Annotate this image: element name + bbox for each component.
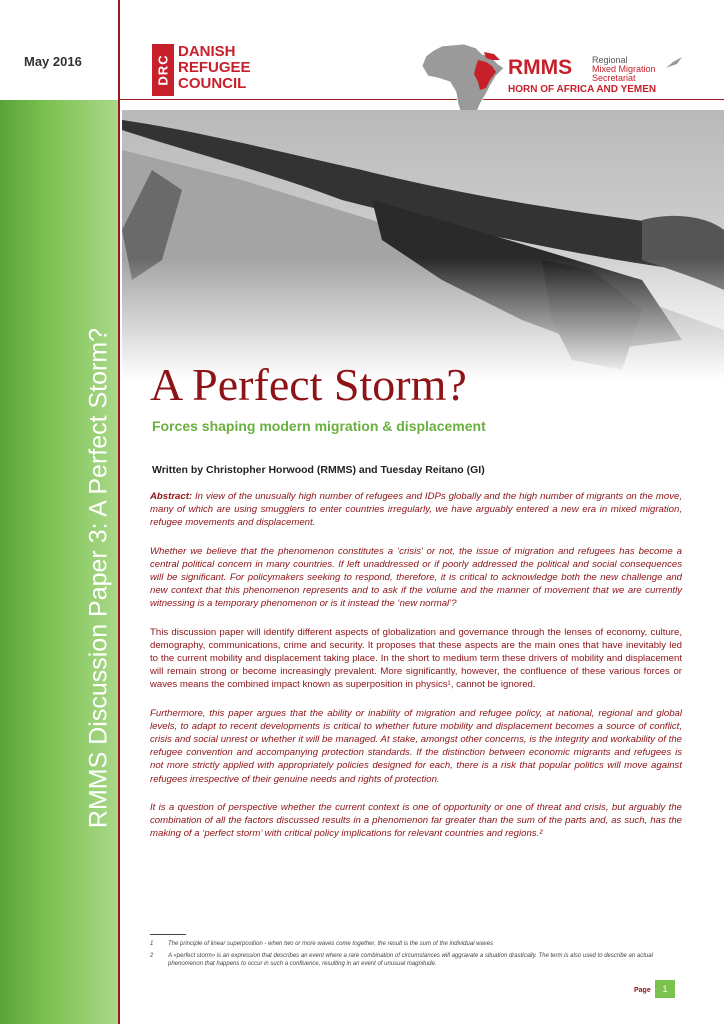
rmms-region: HORN OF AFRICA AND YEMEN [508,84,657,95]
rmms-sub-1: Regional [592,55,628,65]
rmms-logo [508,55,657,95]
footnotes [150,940,682,972]
paragraph-4: Furthermore, this paper argues that the ability or inability of migration and refugee policy, at national, regional and global levels, to adapt to recent developments is critical to whether future mobility and displacement becomes a source of conflict, crisis and social unrest or whether it will be managed. At stake, amongst other concerns, is the integrity and workability of the refugee convention and accompanying protection standards. If the distinction between economic migrants and refugees is not more strictly applied with appropriately policies designed for each, there is a risk that popular politics will move against refugees irrespective of their genuine needs and rights of protection. [150,707,682,785]
footnote [150,940,682,948]
drc-line-2: REFUGEE [178,59,251,76]
sidebar-title: RMMS Discussion Paper 3: A Perfect Storm? [84,327,113,829]
drc-mark [152,44,174,96]
abstract-paragraph [150,490,682,530]
footnote-rule [150,934,186,935]
vertical-divider [118,0,120,1024]
publication-date: May 2016 [24,54,82,69]
footnote [150,952,682,968]
rmms-sub-2: Mixed Migration [592,64,656,74]
footnote-text: The principle of linear superposition - when two or more waves come together, the result is the sum of the individual waves [168,941,494,947]
page-label: Page [634,987,651,994]
authors-line: Written by Christopher Horwood (RMMS) and Tuesday Reitano (GI) [152,464,485,476]
drc-mark-text: DRC [155,54,171,86]
page-number: 1 [655,980,675,998]
drc-logo [152,44,272,96]
drc-wordmark [178,44,251,92]
footnote-number: 2 [150,953,154,959]
footnote-number: 1 [150,941,154,947]
paragraph-5: It is a question of perspective whether the current context is one of opportunity or one of threat and crisis, but arguably the combination of all the factors discussed results in a phenomenon far greater than the sum of the parts and, as such, has the making of a ‘perfect storm’ with critical policy implications for relevant countries and regions.² [150,801,682,840]
paragraph-3: This discussion paper will identify different aspects of globalization and governance through the lenses of economy, culture, demography, communications, crime and security. It proposes that these aspects are the main ones that have inevitably led to the current mobility and displacement taking place. In the short to medium term these drivers of mobility and displacement will remain strong or become increasingly prevalent. More significantly, however, the confluence of these various forces or waves means the combined impact known as superposition in physics¹, cannot be ignored. [150,626,682,691]
rmms-wordmark: RMMS [508,56,573,79]
paragraph-2: Whether we believe that the phenomenon constitutes a ‘crisis’ or not, the issue of migration and refugees has become a central political concern in many countries. If left unaddressed or if poorly addressed the political and social consequences will be significant. For policymakers seeking to respond, therefore, it is critical to acknowledge both the new challenge and new context that this phenomenon represents and to ask if the volume and the manner of movement that we are currently witnessing is a temporary phenomenon or is it instead the ‘new normal’? [150,545,682,610]
document-title: A Perfect Storm? [150,359,467,410]
footnote-text: A «perfect storm» is an expression that describes an event where a rare combination of circumstances will aggravate a situation drastically. The term is also used to describe an actual phenomenon that happens to occur in such a confluence, resulting in an event of unusual magnitude. [168,953,653,967]
document-subtitle: Forces shaping modern migration & displacement [152,418,486,434]
cover-photo [122,110,724,380]
body-text [150,490,682,855]
sidebar-top [0,0,118,100]
abstract-text: In view of the unusually high number of refugees and IDPs globally and the high number of migrants on the move, many of which are using smugglers to enter countries irregularly, we have arguably entered a new era in mixed migration, refugee movements and displacement. [150,491,682,529]
drc-line-1: DANISH [178,43,236,60]
abstract-label: Abstract: [150,491,193,502]
rmms-sub-3: Secretariat [592,73,636,83]
bird-icon [665,56,683,75]
drc-line-3: COUNCIL [178,75,247,92]
rmms-subtitle [592,56,702,83]
